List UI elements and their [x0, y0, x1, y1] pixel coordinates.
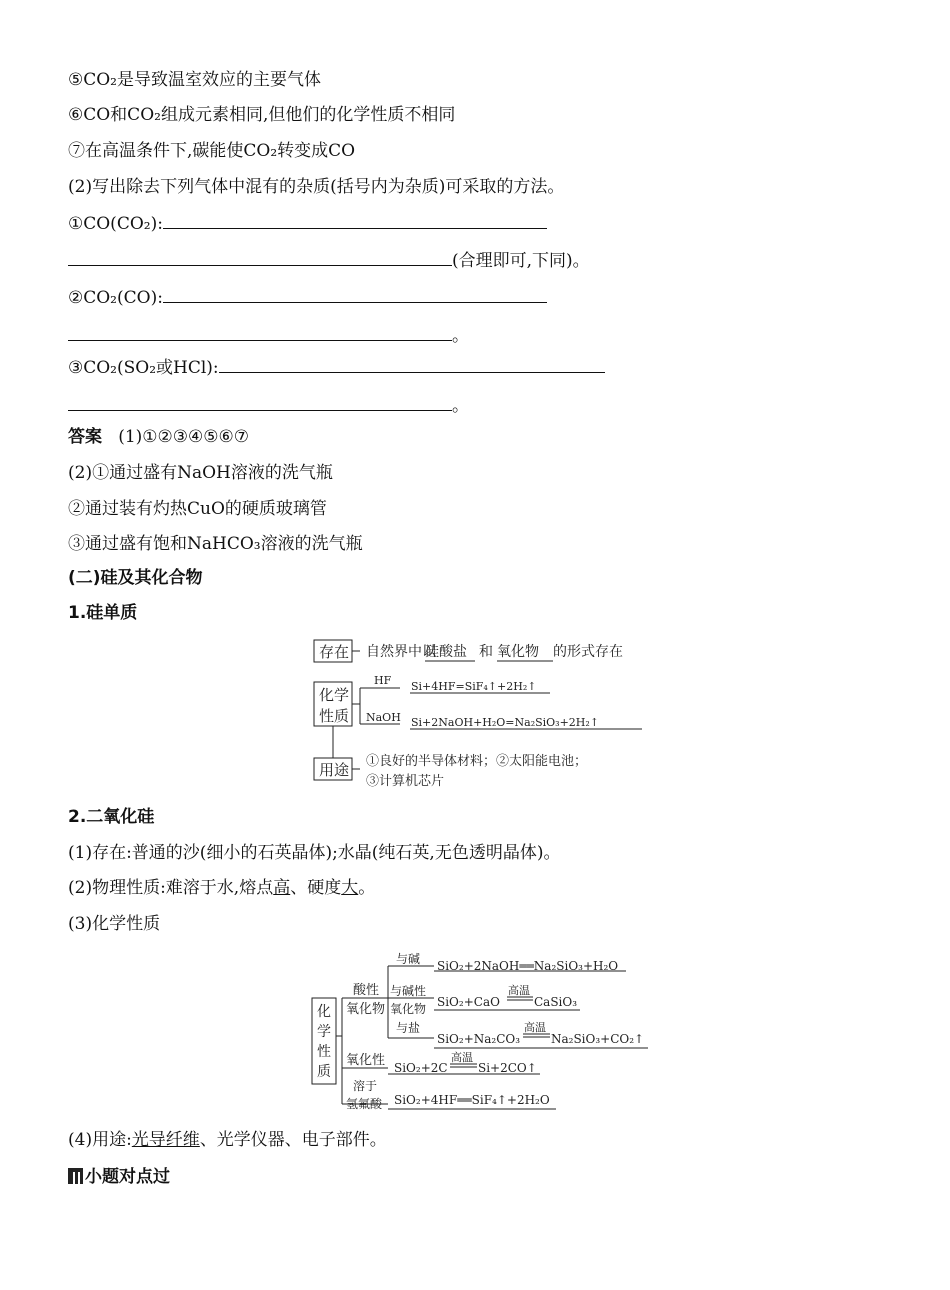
statement-6: ⑥CO和CO₂组成元素相同,但他们的化学性质不相同 — [68, 105, 456, 125]
statement-5: ⑤CO₂是导致温室效应的主要气体 — [68, 70, 321, 90]
use-line2: ③计算机芯片 — [366, 774, 445, 789]
sio2-diagram — [300, 946, 660, 1116]
answer-part1: (1)①②③④⑤⑥⑦ — [118, 427, 249, 447]
hf-label-2: 氢氟酸 — [346, 1097, 383, 1111]
hf-equation: Si+4HF=SiF₄↑+2H₂↑ — [411, 680, 537, 693]
basic-oxide-condition: 高温 — [508, 984, 530, 997]
sio2-existence: (1)存在:普通的沙(细小的石英晶体);水晶(纯石英,无色透明晶体)。 — [68, 843, 561, 863]
question-2-2-label: ②CO₂(CO): — [68, 288, 163, 308]
basic-oxide-eq-left: SiO₂+CaO — [437, 995, 500, 1009]
sio2-box-char-2: 学 — [317, 1024, 331, 1040]
exist-oxide: 氧化物 — [497, 644, 539, 660]
answer-label: 答案 — [68, 427, 102, 447]
exist-mid: 和 — [479, 644, 493, 660]
question-2-3-label: ③CO₂(SO₂或HCl): — [68, 358, 219, 378]
basic-oxide-eq-right: CaSiO₃ — [534, 995, 578, 1009]
physical-pre: (2)物理性质:难溶于水,熔点 — [68, 878, 274, 898]
practice-heading-text: 小题对点过 — [85, 1167, 170, 1187]
question-2-3-cont — [68, 394, 469, 418]
question-2-1-tail: (合理即可,下同)。 — [452, 251, 590, 271]
base-equation: SiO₂+2NaOH══Na₂SiO₃+H₂O — [437, 959, 619, 973]
salt-eq-right: Na₂SiO₃+CO₂↑ — [551, 1032, 645, 1046]
section-marker-icon — [68, 1168, 83, 1184]
acid-label-2: 氧化物 — [346, 1002, 386, 1017]
question-2-1 — [68, 212, 547, 236]
naoh-equation: Si+2NaOH+H₂O=Na₂SiO₃+2H₂↑ — [411, 716, 600, 729]
subsection-silicon: 1.硅单质 — [68, 603, 138, 623]
sio2-box-char-1: 化 — [317, 1004, 331, 1020]
use-line1: ①良好的半导体材料；②太阳能电池； — [366, 754, 588, 769]
salt-label: 与盐 — [396, 1021, 421, 1035]
answer-2-1: (2)①通过盛有NaOH溶液的洗气瓶 — [68, 463, 333, 483]
uses-fiber: 光导纤维 — [131, 1130, 200, 1150]
answer-blank — [163, 212, 547, 229]
use-box-label: 用途 — [319, 761, 350, 779]
sio2-box-char-3: 性 — [317, 1044, 331, 1060]
answer-line — [68, 425, 249, 449]
exist-box-label: 存在 — [319, 643, 350, 661]
physical-high: 高 — [273, 878, 291, 898]
base-label: 与碱 — [396, 952, 421, 966]
uses-pre: (4)用途: — [68, 1130, 132, 1150]
answer-blank — [163, 286, 547, 303]
oxidation-eq-right: Si+2CO↑ — [478, 1061, 537, 1075]
basic-oxide-label-2: 氧化物 — [390, 1002, 427, 1016]
question-2-2 — [68, 286, 547, 310]
uses-rest: 、光学仪器、电子部件。 — [199, 1130, 387, 1150]
hf-label: HF — [374, 674, 392, 687]
naoh-label: NaOH — [366, 711, 401, 724]
physical-end: 。 — [358, 878, 376, 898]
oxidation-condition: 高温 — [451, 1051, 473, 1064]
question-2-2-cont — [68, 324, 469, 348]
salt-eq-left: SiO₂+Na₂CO₃ — [437, 1032, 521, 1046]
answer-2-3: ③通过盛有饱和NaHCO₃溶液的洗气瓶 — [68, 534, 363, 554]
subsection-sio2: 2.二氧化硅 — [68, 807, 155, 827]
question-2-1-cont — [68, 249, 590, 273]
chem-box-line2: 性质 — [319, 707, 350, 725]
answer-blank — [68, 394, 452, 411]
question-2: (2)写出除去下列气体中混有的杂质(括号内为杂质)可采取的方法。 — [68, 177, 565, 197]
exist-silicate: 硅酸盐 — [425, 644, 467, 660]
question-2-3-tail: 。 — [452, 396, 469, 416]
silicon-diagram — [300, 632, 660, 794]
sio2-uses — [68, 1128, 387, 1152]
exist-post: 的形式存在 — [553, 644, 623, 660]
chem-box-line1: 化学 — [319, 686, 350, 704]
question-2-3 — [68, 356, 605, 380]
oxidation-eq-left: SiO₂+2C — [394, 1061, 448, 1075]
answer-blank — [68, 249, 452, 266]
question-2-2-tail: 。 — [452, 326, 469, 346]
basic-oxide-label-1: 与碱性 — [390, 984, 427, 998]
statement-7: ⑦在高温条件下,碳能使CO₂转变成CO — [68, 141, 356, 161]
exist-pre: 自然界中以 — [366, 644, 436, 660]
practice-heading — [68, 1165, 170, 1189]
hf-label-1: 溶于 — [353, 1079, 378, 1093]
salt-condition: 高温 — [524, 1021, 546, 1034]
oxidation-label: 氧化性 — [346, 1053, 386, 1068]
physical-big: 大 — [341, 878, 359, 898]
sio2-chemical-heading: (3)化学性质 — [68, 914, 161, 934]
answer-blank — [68, 324, 452, 341]
physical-mid: 、硬度 — [290, 878, 342, 898]
section-heading: (二)硅及其化合物 — [68, 568, 203, 588]
answer-blank — [219, 356, 605, 373]
question-2-1-label: ①CO(CO₂): — [68, 214, 163, 234]
acid-label-1: 酸性 — [353, 983, 380, 998]
answer-2-2: ②通过装有灼热CuO的硬质玻璃管 — [68, 499, 327, 519]
sio2-box-char-4: 质 — [317, 1064, 331, 1080]
hf-equation-sio2: SiO₂+4HF══SiF₄↑+2H₂O — [394, 1093, 550, 1107]
sio2-physical — [68, 876, 375, 900]
